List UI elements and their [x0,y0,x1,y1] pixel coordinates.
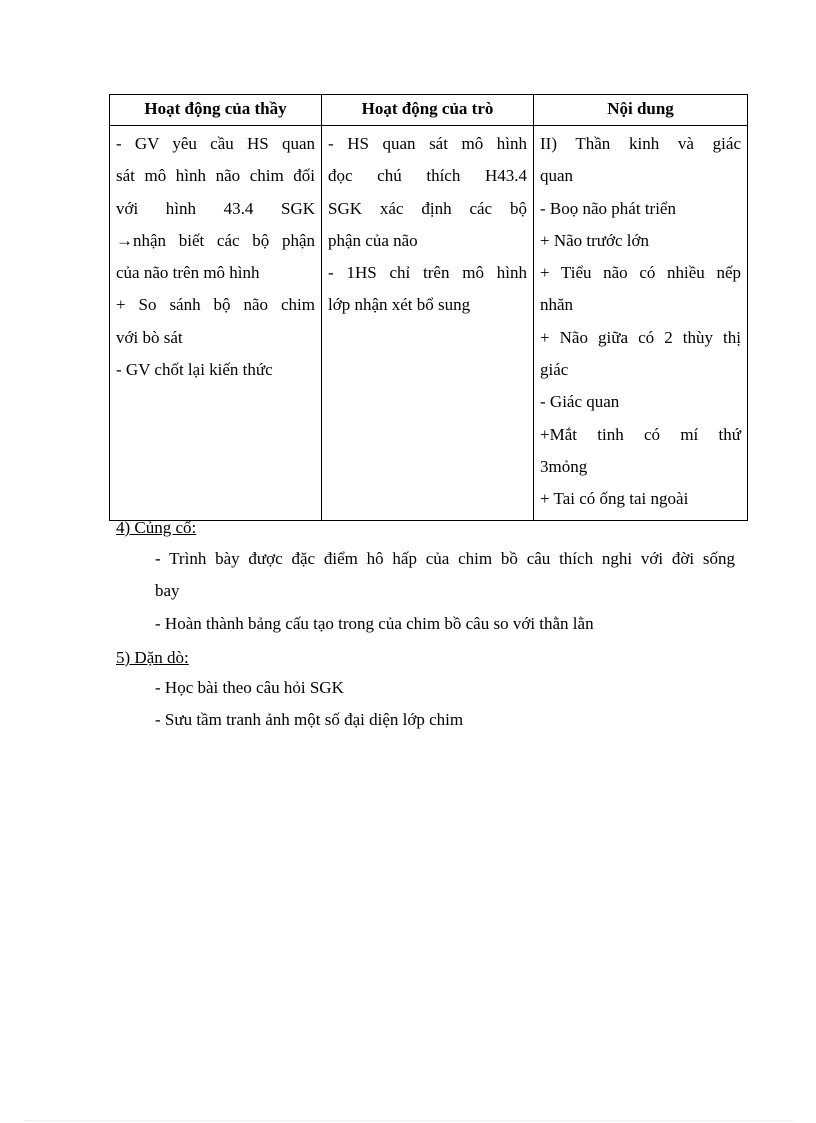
content-line: + Não trước lớn [540,230,650,250]
student-line: - HS quan sát mô hình [328,134,527,153]
header-teacher-activity: Hoạt động của thầy [110,95,322,126]
student-line: đọc chú thích H43.4 [328,166,527,186]
student-line: phận của não [328,230,418,250]
student-activity-cell [322,126,534,521]
section-heading-cungco: 4) Củng cố: [116,518,197,537]
teacher-line: →nhận biết các bộ phận [116,230,315,250]
student-line: SGK xác định các bộ [328,198,527,218]
cungco-item-1-cont: bay [155,581,180,600]
section-heading-dando: 5) Dặn dò: [116,648,189,667]
table-header-row [110,95,748,126]
student-line: lớp nhận xét bổ sung [328,295,471,315]
content-line: + Tai có ống tai ngoài [540,489,689,509]
student-line: - 1HS chỉ trên mô hình [328,263,527,283]
content-line: nhăn [540,295,574,315]
teacher-line: với hình 43.4 SGK [116,198,315,218]
content-line: + Não giữa có 2 thùy thị [540,327,741,347]
table-row [110,126,748,521]
teacher-line: + So sánh bộ não chim [116,295,315,315]
content-line: - Giác quan [540,392,620,412]
content-line: 3mỏng [540,456,588,476]
page-bottom-rule [24,1120,794,1121]
content-line: giác [540,360,569,380]
dando-item-1: - Học bài theo câu hỏi SGK [155,678,344,697]
content-line: - Boọ não phát triển [540,198,676,218]
header-student-activity: Hoạt động của trò [322,95,534,126]
content-line: +Mắt tinh có mí thứ [540,424,741,444]
teacher-line: - GV yêu cầu HS quan [116,134,315,153]
teacher-line: sát mô hình não chim đối [116,166,315,186]
lesson-table [109,94,748,521]
cungco-item-1 [155,543,735,575]
cungco-item-2: - Hoàn thành bảng cấu tạo trong của chim bồ câu so với thằn lằn [155,614,594,633]
content-line: + Tiểu não có nhiều nếp [540,263,741,283]
header-content: Nội dung [534,95,748,126]
teacher-line: của não trên mô hình [116,263,260,283]
teacher-line: với bò sát [116,327,183,347]
content-line: quan [540,166,574,186]
teacher-line: - GV chốt lại kiến thức [116,360,273,380]
dando-item-2: - Sưu tầm tranh ảnh một số đại diện lớp chim [155,710,464,729]
paragraph-line: - Trình bày được đặc điểm hô hấp của chim bồ câu thích nghi với đời sống [155,549,735,568]
content-line: II) Thần kinh và giác [540,134,741,153]
teacher-activity-cell [110,126,322,521]
content-cell [534,126,748,521]
